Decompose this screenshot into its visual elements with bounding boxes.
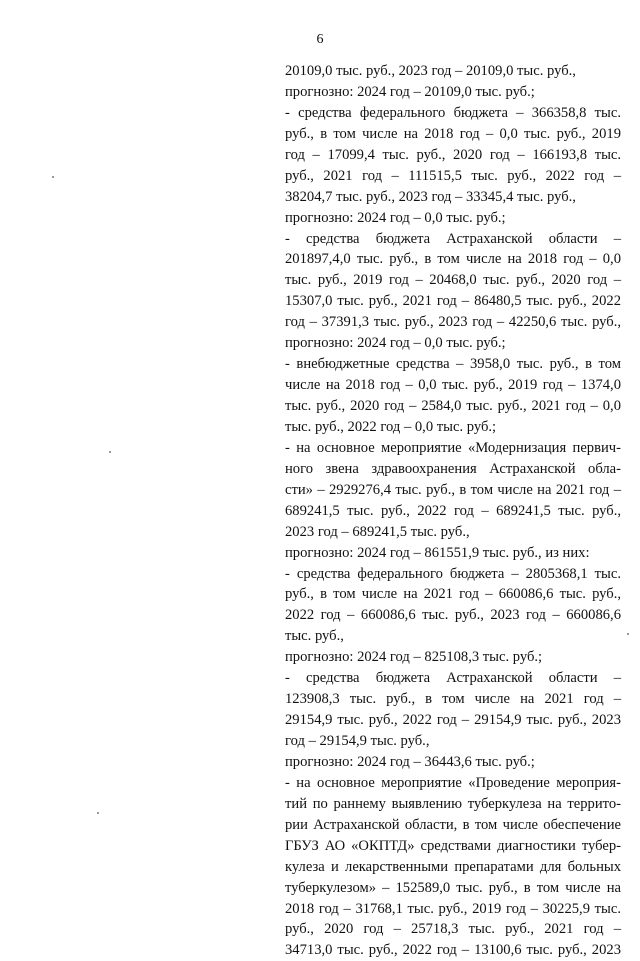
text-line: 38204,7 тыс. руб., 2023 год – 33345,4 тыс. руб., xyxy=(285,188,576,205)
text-line: год – 37391,3 тыс. руб., 2023 год – 42250,6 тыс. руб., xyxy=(285,314,621,331)
text-line: 689241,5 тыс. руб., 2022 год – 689241,5 тыс. руб., xyxy=(285,502,621,519)
text-line: 29154,9 тыс. руб., 2022 год – 29154,9 тыс. руб., 2023 xyxy=(285,712,621,729)
text-line: год – 17099,4 тыс. руб., 2020 год – 166193,8 тыс. xyxy=(285,146,621,163)
text-line: прогнозно: 2024 год – 20109,0 тыс. руб.; xyxy=(285,83,535,100)
scan-speck xyxy=(627,633,629,635)
text-line: 15307,0 тыс. руб., 2021 год – 86480,5 тыс. руб., 2022 xyxy=(285,293,621,310)
text-line: - внебюджетные средства – 3958,0 тыс. руб., в том xyxy=(285,356,621,373)
text-line: - средства федерального бюджета – 366358,8 тыс. xyxy=(285,104,621,121)
text-line: прогнозно: 2024 год – 0,0 тыс. руб.; xyxy=(285,209,506,226)
text-line: ного звена здравоохранения Астраханской обла- xyxy=(285,460,621,477)
text-line: - средства бюджета Астраханской области – xyxy=(285,230,621,247)
text-line: сти» – 2929276,4 тыс. руб., в том числе на 2021 год – xyxy=(285,481,621,498)
text-line: числе на 2018 год – 0,0 тыс. руб., 2019 год – 1374,0 xyxy=(285,377,621,394)
text-line: рии Астраханской области, в том числе обеспечение xyxy=(285,816,621,833)
text-line: - на основное мероприятие «Модернизация первич- xyxy=(285,439,621,456)
text-line: туберкулезом» – 152589,0 тыс. руб., в том числе на xyxy=(285,879,621,896)
text-line: 2023 год – 689241,5 тыс. руб., xyxy=(285,523,470,540)
text-line: руб., в том числе на 2018 год – 0,0 тыс. руб., 2019 xyxy=(285,125,621,142)
text-line: - средства бюджета Астраханской области – xyxy=(285,670,621,687)
scan-speck xyxy=(109,451,111,453)
text-line: прогнозно: 2024 год – 0,0 тыс. руб.; xyxy=(285,335,506,352)
text-line: 20109,0 тыс. руб., 2023 год – 20109,0 тыс. руб., xyxy=(285,63,576,79)
text-line: руб., 2021 год – 111515,5 тыс. руб., 2022 год – xyxy=(285,167,621,184)
scan-speck xyxy=(97,812,99,814)
text-line: руб., в том числе на 2021 год – 660086,6 тыс. руб., xyxy=(285,586,621,603)
text-line: прогнозно: 2024 год – 36443,6 тыс. руб.; xyxy=(285,753,535,770)
text-line: прогнозно: 2024 год – 861551,9 тыс. руб., из них: xyxy=(285,544,590,561)
text-line: 2022 год – 660086,6 тыс. руб., 2023 год – 660086,6 xyxy=(285,607,621,624)
scan-speck xyxy=(52,176,54,178)
text-line: 34713,0 тыс. руб., 2022 год – 13100,6 тыс. руб., 2023 xyxy=(285,942,621,959)
budget-text-block xyxy=(285,61,621,961)
text-line: кулеза и лекарственными препаратами для больных xyxy=(285,858,621,875)
text-line: руб., 2020 год – 25718,3 тыс. руб., 2021 год – xyxy=(285,921,621,938)
text-line: год – 29154,9 тыс. руб., xyxy=(285,733,430,749)
text-line: прогнозно: 2024 год – 825108,3 тыс. руб.; xyxy=(285,649,543,666)
text-line: 123908,3 тыс. руб., в том числе на 2021 год – xyxy=(285,691,621,708)
text-line: тыс. руб., 2022 год – 0,0 тыс. руб.; xyxy=(285,418,497,435)
page-number: 6 xyxy=(316,32,324,47)
text-line: тыс. руб., 2019 год – 20468,0 тыс. руб., 2020 год – xyxy=(285,272,621,289)
text-line: - средства федерального бюджета – 2805368,1 тыс. xyxy=(285,565,621,582)
text-line: ГБУЗ АО «ОКПТД» средствами диагностики тубер- xyxy=(285,837,621,854)
text-line: 2018 год – 31768,1 тыс. руб., 2019 год – 30225,9 тыс. xyxy=(285,900,621,917)
text-line: тий по раннему выявлению туберкулеза на террито- xyxy=(285,795,621,812)
text-line: - на основное мероприятие «Проведение мероприя- xyxy=(285,774,621,791)
text-line: тыс. руб., 2020 год – 2584,0 тыс. руб., 2021 год – 0,0 xyxy=(285,398,621,414)
text-line: тыс. руб., xyxy=(285,628,344,645)
text-line: 201897,4,0 тыс. руб., в том числе на 2018 год – 0,0 xyxy=(285,251,621,268)
